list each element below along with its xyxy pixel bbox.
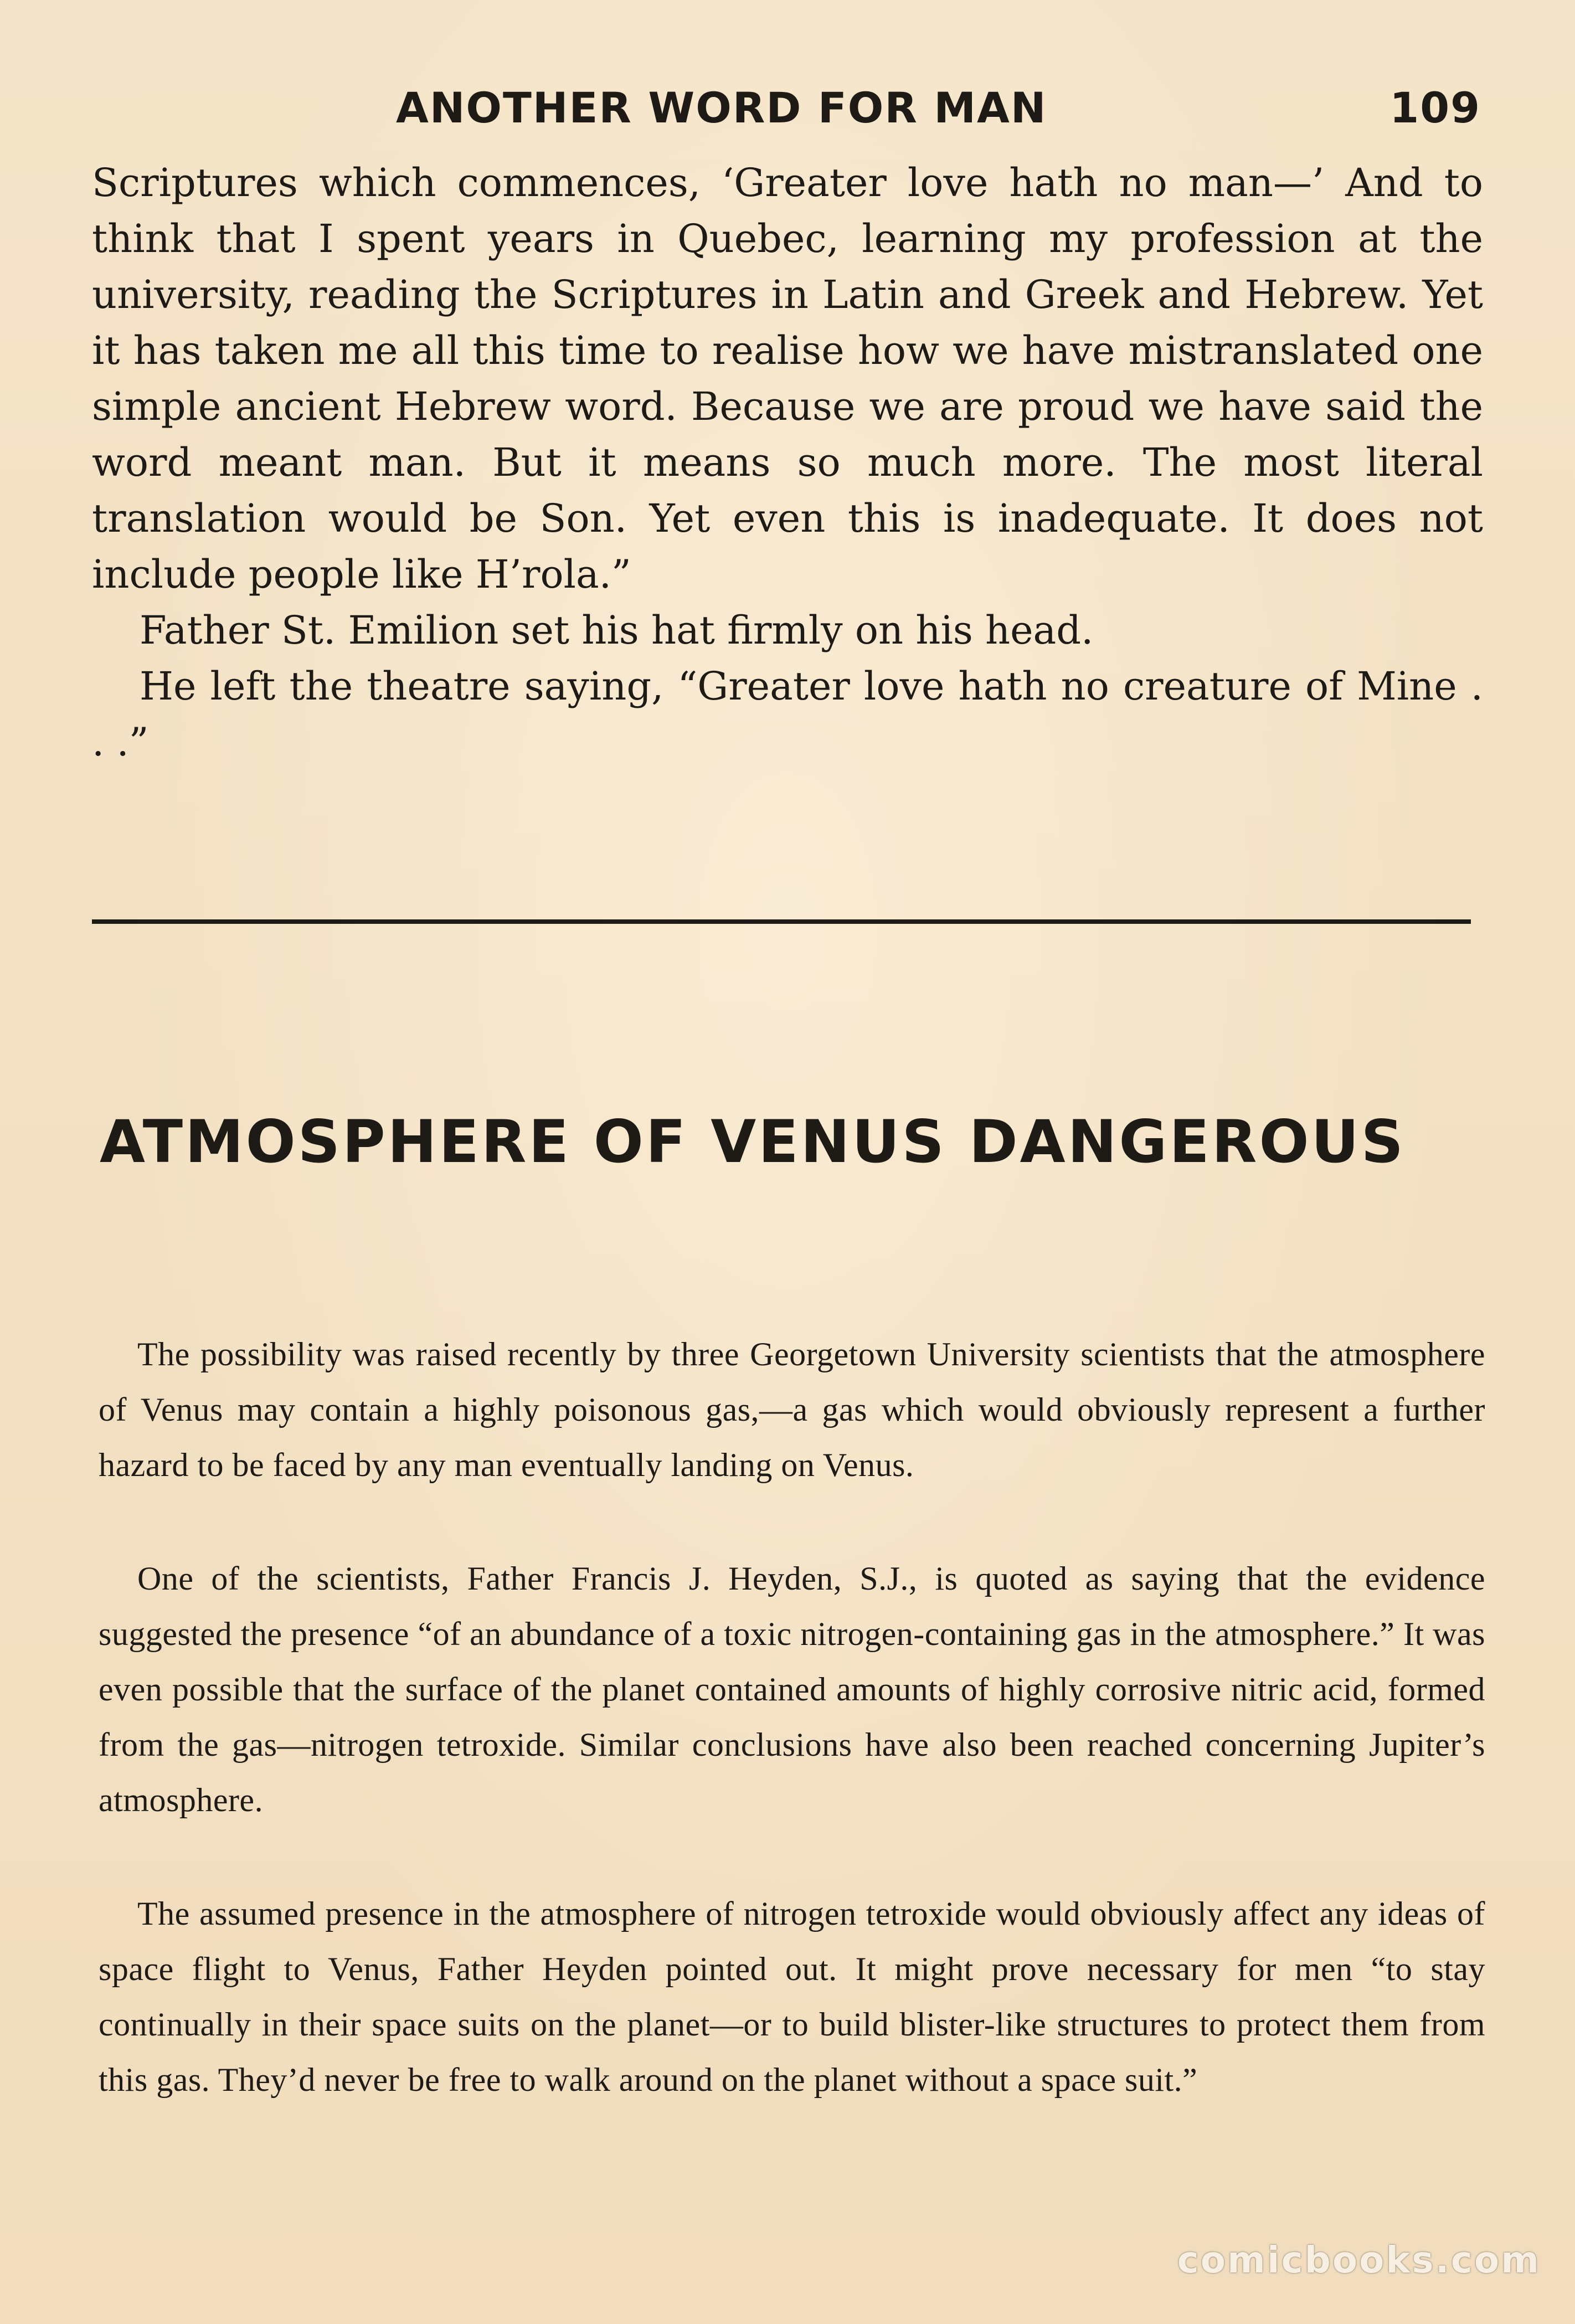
running-head xyxy=(94,83,1481,138)
section-divider xyxy=(92,919,1471,924)
watermark: comicbooks.com xyxy=(1177,2239,1541,2281)
running-title: ANOTHER WORD FOR MAN xyxy=(396,83,1047,132)
story-conclusion xyxy=(92,155,1483,770)
article-paragraph: The possibility was raised recently by three Georgetown University scientists that the atmosphere of Venus may contain a highly poisonous gas,—a gas which would obviously represent a further hazard to be faced by any man eventually landing on Venus. xyxy=(99,1336,1485,1483)
article-paragraph: One of the scientists, Father Francis J. Heyden, S.J., is quoted as saying that the evidence suggested the presence “of an abundance of a toxic nitrogen-containing gas in the atmosphere.” It was even possible that the surface of the planet contained amounts of highly corrosive nitric acid, formed from the gas—nitrogen tetroxide. Similar conclusions have also been reached concerning Jupiter’s atmosphere. xyxy=(99,1560,1485,1818)
article-paragraph: The assumed presence in the atmosphere of nitrogen tetroxide would obviously affect any ideas of space flight to Venus, Father Heyden pointed out. It might prove necessary for men “to stay continually in their space suits on the planet—or to build blister-like structures to protect them from this gas. They’d never be free to walk around on the planet without a space suit.” xyxy=(99,1895,1485,2098)
article-body xyxy=(99,1326,1485,2166)
story-paragraph: Scriptures which commences, ‘Greater love hath no man—’ And to think that I spent years in Quebec, learning my profession at the university, reading the Scriptures in Latin and Greek and Hebrew. Yet it has taken me all this time to realise how we have mistranslated one simple ancient Hebrew word. Because we are proud we have said the word meant man. But it means so much more. The most literal translation would be Son. Yet even this is inadequate. It does not include people like H’rola.” xyxy=(92,160,1483,597)
article-title: ATMOSPHERE OF VENUS DANGEROUS xyxy=(100,1108,1406,1176)
story-paragraph: He left the theatre saying, “Greater love hath no creature of Mine . . .” xyxy=(92,664,1483,765)
page-number: 109 xyxy=(1389,83,1481,132)
story-paragraph: Father St. Emilion set his hat firmly on his head. xyxy=(140,608,1094,653)
